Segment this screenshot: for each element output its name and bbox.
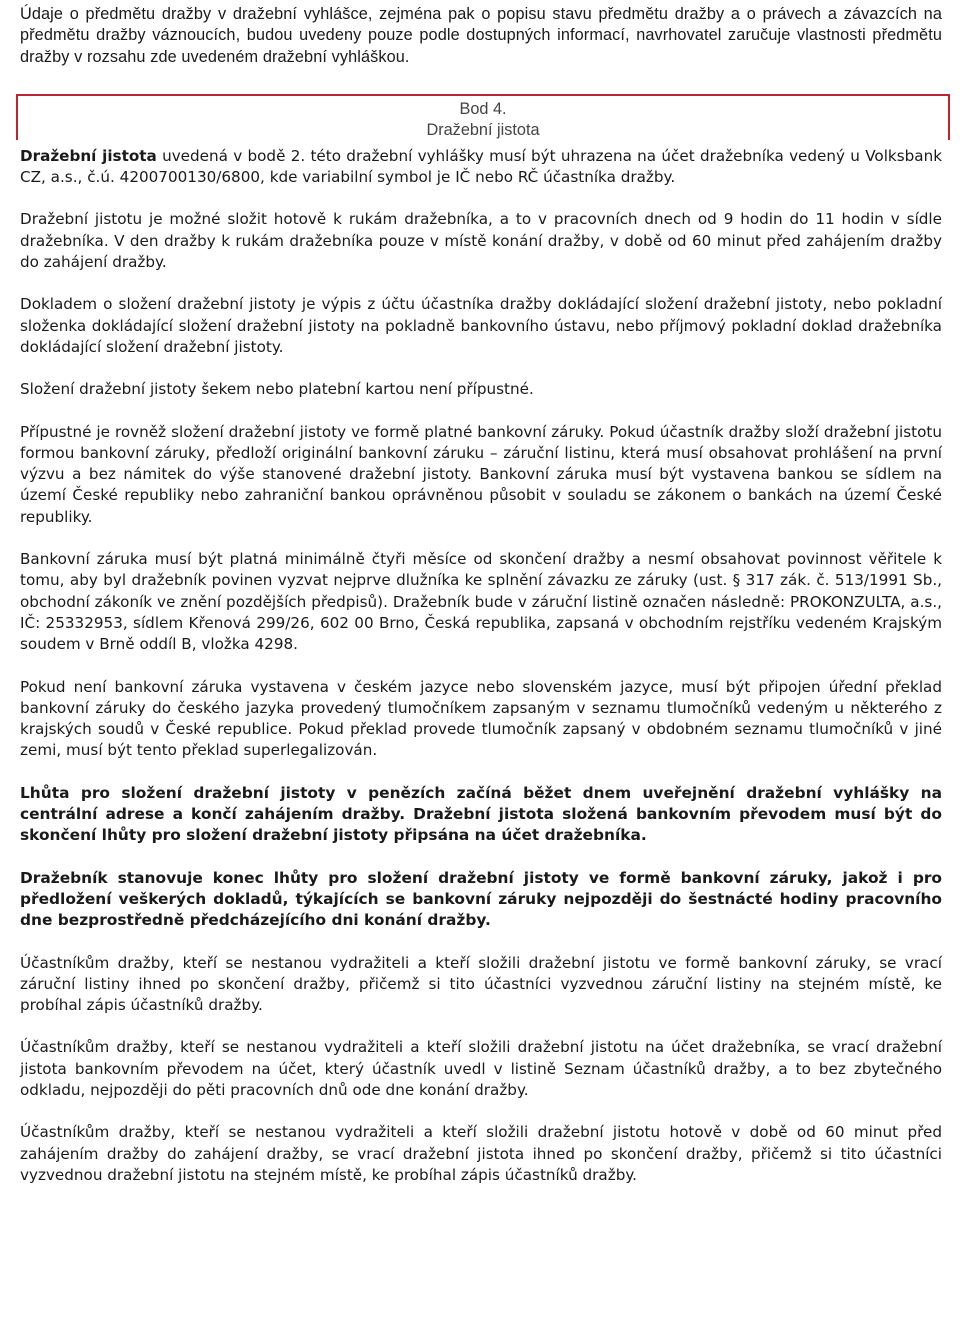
section-title: Dražební jistota — [426, 120, 540, 139]
section-heading-box — [16, 94, 950, 140]
section-number: Bod 4. — [459, 99, 507, 118]
deposit-rest: uvedená v bodě 2. této dražební vyhlášky musí být uhrazena na účet dražebníka vedený u Volksbank CZ, a.s., č.ú. 4200700130/6800, kde variabilní symbol je IČ nebo RČ účastníka dražby. — [20, 146, 942, 187]
paragraph-guarantee-validity: Bankovní záruka musí být platná minimálně čtyři měsíce od skončení dražby a nesmí obsahovat povinnost věřitele k tomu, aby byl dražebník povinen vyzvat nejprve dlužníka ke splnění závazku ze záruky (ust. § 317 zák. č. 513/1991 Sb., obchodní zákoník ve znění pozdějších předpisů). Dražebník bude v záruční listině označen následně: PROKONZULTA, a.s., IČ: 25332953, sídlem Křenová 299/26, 602 00 Brno, Česká republika, zapsaná v obchodním rejstříku vedeném Krajským soudem v Brně oddíl B, vložka 4298. — [20, 550, 942, 654]
paragraph-deposit-account — [20, 146, 942, 189]
paragraph-translation: Pokud není bankovní záruka vystavena v českém jazyce nebo slovenském jazyce, musí být připojen úřední překlad bankovní záruky do českého jazyka provedený tlumočníkem zapsaným v seznamu tlumočníků vedeným u některého z krajských soudů v České republice. Pokud překlad provede tlumočník zapsaný v obdobném seznamu tlumočníků v jiné zemi, musí být tento překlad superlegalizován. — [20, 677, 942, 760]
paragraph-deadline: Lhůta pro složení dražební jistoty v penězích začíná běžet dnem uveřejnění dražební vyhlášky na centrální adrese a končí zahájením dražby. Dražební jistota složená bankovním převodem musí být do skončení lhůty pro složení dražební jistoty připsána na účet dražebníka. — [20, 783, 942, 845]
paragraph-cash-deposit: Dražební jistotu je možné složit hotově k rukám dražebníka, a to v pracovních dnech od 9 hodin do 11 hodin v sídle dražebníka. V den dražby k rukám dražebníka pouze v místě konání dražby, v době od 60 minut před zahájením dražby do zahájení dražby. — [20, 210, 942, 272]
paragraph-return-guarantee: Účastníkům dražby, kteří se nestanou vydražiteli a kteří složili dražební jistotu ve formě bankovní záruky, se vrací záruční listiny ihned po skončení dražby, přičemž si tito účastníci vyzvednou záruční listiny na stejném místě, ke probíhal zápis účastníků dražby. — [20, 953, 942, 1015]
paragraph-bank-guarantee: Přípustné je rovněž složení dražební jistoty ve formě platné bankovní záruky. Pokud účastník dražby složí dražební jistotu formou bankovní záruky, předloží originální bankovní záruku – záruční listinu, která musí obsahovat prohlášení na první výzvu a bez námitek do výše stanovené dražební jistoty. Bankovní záruka musí být vystavena bankou se sídlem na území České republiky nebo zahraniční bankou oprávněnou působit v souladu se zákonem o bankách na území České republiky. — [20, 422, 942, 526]
deposit-lead: Dražební jistota — [20, 146, 157, 165]
paragraph-no-cheque: Složení dražební jistoty šekem nebo platební kartou není přípustné. — [20, 380, 534, 399]
paragraph-deposit-proof: Dokladem o složení dražební jistoty je výpis z účtu účastníka dražby dokládající složení dražební jistoty, nebo pokladní složenka dokládající složení dražební jistoty na pokladně bankovního ústavu, nebo příjmový pokladní doklad dražebníka dokládající složení dražební jistoty. — [20, 295, 942, 356]
paragraph-guarantee-deadline: Dražebník stanovuje konec lhůty pro složení dražební jistoty ve formě bankovní záruky, jakož i pro předložení veškerých dokladů, týkajících se bankovní záruky nejpozději do šestnácté hodiny pracovního dne bezprostředně předcházejícího dni konání dražby. — [20, 868, 942, 930]
paragraph-return-cash: Účastníkům dražby, kteří se nestanou vydražiteli a kteří složili dražební jistotu hotově v době od 60 minut před zahájením dražby do zahájení dražby, se vrací dražební jistota ihned po skončení dražby, přičemž si tito účastníci vyzvednou dražební jistotu na stejném místě, ke probíhal zápis účastníků dražby. — [20, 1123, 942, 1184]
intro-paragraph: Údaje o předmětu dražby v dražební vyhlášce, zejména pak o popisu stavu předmětu dražby a o právech a závazcích na předmětu dražby váznoucích, budou uvedeny pouze podle dostupných informací, navrhovatel zaručuje vlastnosti předmětu dražby v rozsahu zde uvedeném dražební vyhláškou. — [20, 5, 942, 66]
paragraph-return-transfer: Účastníkům dražby, kteří se nestanou vydražiteli a kteří složili dražební jistotu na účet dražebníka, se vrací dražební jistota bankovním převodem na účet, který účastník uvedl v listině Seznam účastníků dražby, a to bez zbytečného odkladu, nejpozději do pěti pracovních dnů ode dne konání dražby. — [20, 1038, 942, 1099]
